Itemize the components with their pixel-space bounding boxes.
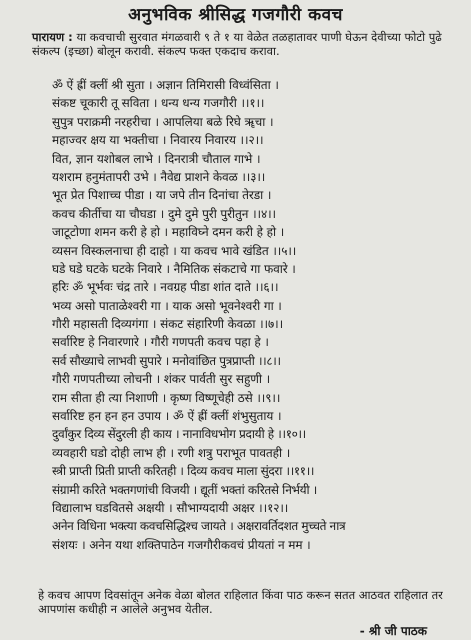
verse-line: भव्य असो पाताळेश्वरी गा । याक असो भूवनेश्वरी गा । xyxy=(52,298,282,313)
closing-paragraph: हे कवच आपण दिवसांतून अनेक वेळा बोलत राहिलात किंवा पाठ करून सतत आठवत राहिलात तर आपणांस कधीही न आलेले अनुभव येतील. xyxy=(38,588,443,616)
verse-line: संग्रामी करिते भक्तगणांची विजयी । द्यूतीं भक्तां करितसे निर्भयी । xyxy=(52,482,317,497)
intro-label: पारायण : xyxy=(32,30,73,44)
verse-line: राम सीता ही त्या निशाणी । कृष्ण विष्णूचेही ठसे ।।९।। xyxy=(52,390,281,405)
verse-line: गौरी गणपतीच्या लोचनी । शंकर पार्वती सुर सहुणी । xyxy=(52,372,271,387)
verse-line: महाज्वर क्षय या भक्तीचा । निवारय निवारय ।।२।। xyxy=(52,133,264,148)
verse-line: व्यसन विस्कलनाचा ही दाहो । या कवच भावे खंडित ।।५।। xyxy=(52,243,297,258)
verse-line: व्यवहारी घडो दोही लाभ ही । रणी शत्रु पराभूत पावतही । xyxy=(52,445,291,460)
verse-line: विद्यालाभ घडवितसे अक्षयी । सौभाग्यदायी अक्षर ।।१२।। xyxy=(52,500,289,515)
verse-line: घडे घडे घटके घटके निवारे । नैमितिक संकटाचे गा फवारे । xyxy=(52,261,296,276)
verse-line: दुर्वांकुर दिव्य सेंदुरली ही काय । नानाविधभोग प्रदायी हे ।।१०।। xyxy=(52,427,306,442)
verse-line: भूत प्रेत पिशाच्च पीडा । या जपे तीन दिनांचा तेरडा । xyxy=(52,188,272,203)
intro-paragraph xyxy=(32,30,442,58)
verse-line: हरिः ॐ भूर्भवः चंद्र तारे । नवग्रह पीडा शांत दाते ।।६।। xyxy=(52,280,279,295)
verse-line: संकष्ट चूकारी तू सविता । धन्य धन्य गजगौरी ।।१।। xyxy=(52,96,265,111)
verse-list xyxy=(52,76,457,554)
verse-line: संशयः । अनेन यथा शक्तिपाठेन गजगौरीकवचं प्रीयतां न मम । xyxy=(52,537,311,552)
verse-line: अनेन विधिना भक्त्या कवचसिद्धिश्च जायते । अक्षरावर्तिदशत मुच्चते नात्र xyxy=(52,519,346,534)
verse-line: वित, ज्ञान यशोबल लाभे । दिनरात्री चौताल गाभे । xyxy=(52,151,261,166)
verse-line: जाटूटोणा शमन करी हे हो । महाविघ्ने दमन करी हे हो । xyxy=(52,225,285,240)
verse-line: सर्वारिष्ट हन हन हन उपाय । ॐ ऐं ह्रीं क्लीं शंभुसुताय । xyxy=(52,409,282,424)
verse-line: सुपुत्र पराक्रमी नरहरीचा । आपलिया बळे रिघे ॠचा । xyxy=(52,114,274,129)
verse-line: सर्वारिष्ट हे निवारणारे । गौरी गणपती कवच पहा हे । xyxy=(52,335,269,350)
verse-line: गौरी महासती दिव्यगंगा । संकट संहारिणी केवळा ।।७।। xyxy=(52,317,284,332)
page-title: अनुभविक श्रीसिद्ध गजगौरी कवच xyxy=(128,5,343,25)
author-signature: - श्री जी पाठक xyxy=(359,624,427,638)
verse-line: स्त्री प्राप्ती प्रिती प्राप्ती करितही । दिव्य कवच माला सुंदरा ।।११।। xyxy=(52,464,315,479)
intro-text: या कवचाची सुरवात मंगळवारी ९ ते १ या वेळेत तळहातावर पाणी घेऊन देवीच्या फोटो पुढे संकल्प (इच्छा) बोलून करावी. संकल्प फक्त एकदाच करावा. xyxy=(32,30,442,58)
verse-line: ॐ ऐं ह्रीं क्लीं श्री सुता । अज्ञान तिमिरासी विध्वंसिता । xyxy=(52,78,279,92)
verse-line: कवच कीर्तीचा या चौघडा । दुमे दुमे पुरी पुरीतुन ।।४।। xyxy=(52,206,276,221)
verse-line: सर्व सौख्याचे लाभवी सुपारे । मनोवांछित पुत्रप्राप्ती ।।८।। xyxy=(52,353,281,368)
verse-line: यशराम हनुमंतापरी उभे । नैवेद्य प्राशने केवळ ।।३।। xyxy=(52,169,266,184)
